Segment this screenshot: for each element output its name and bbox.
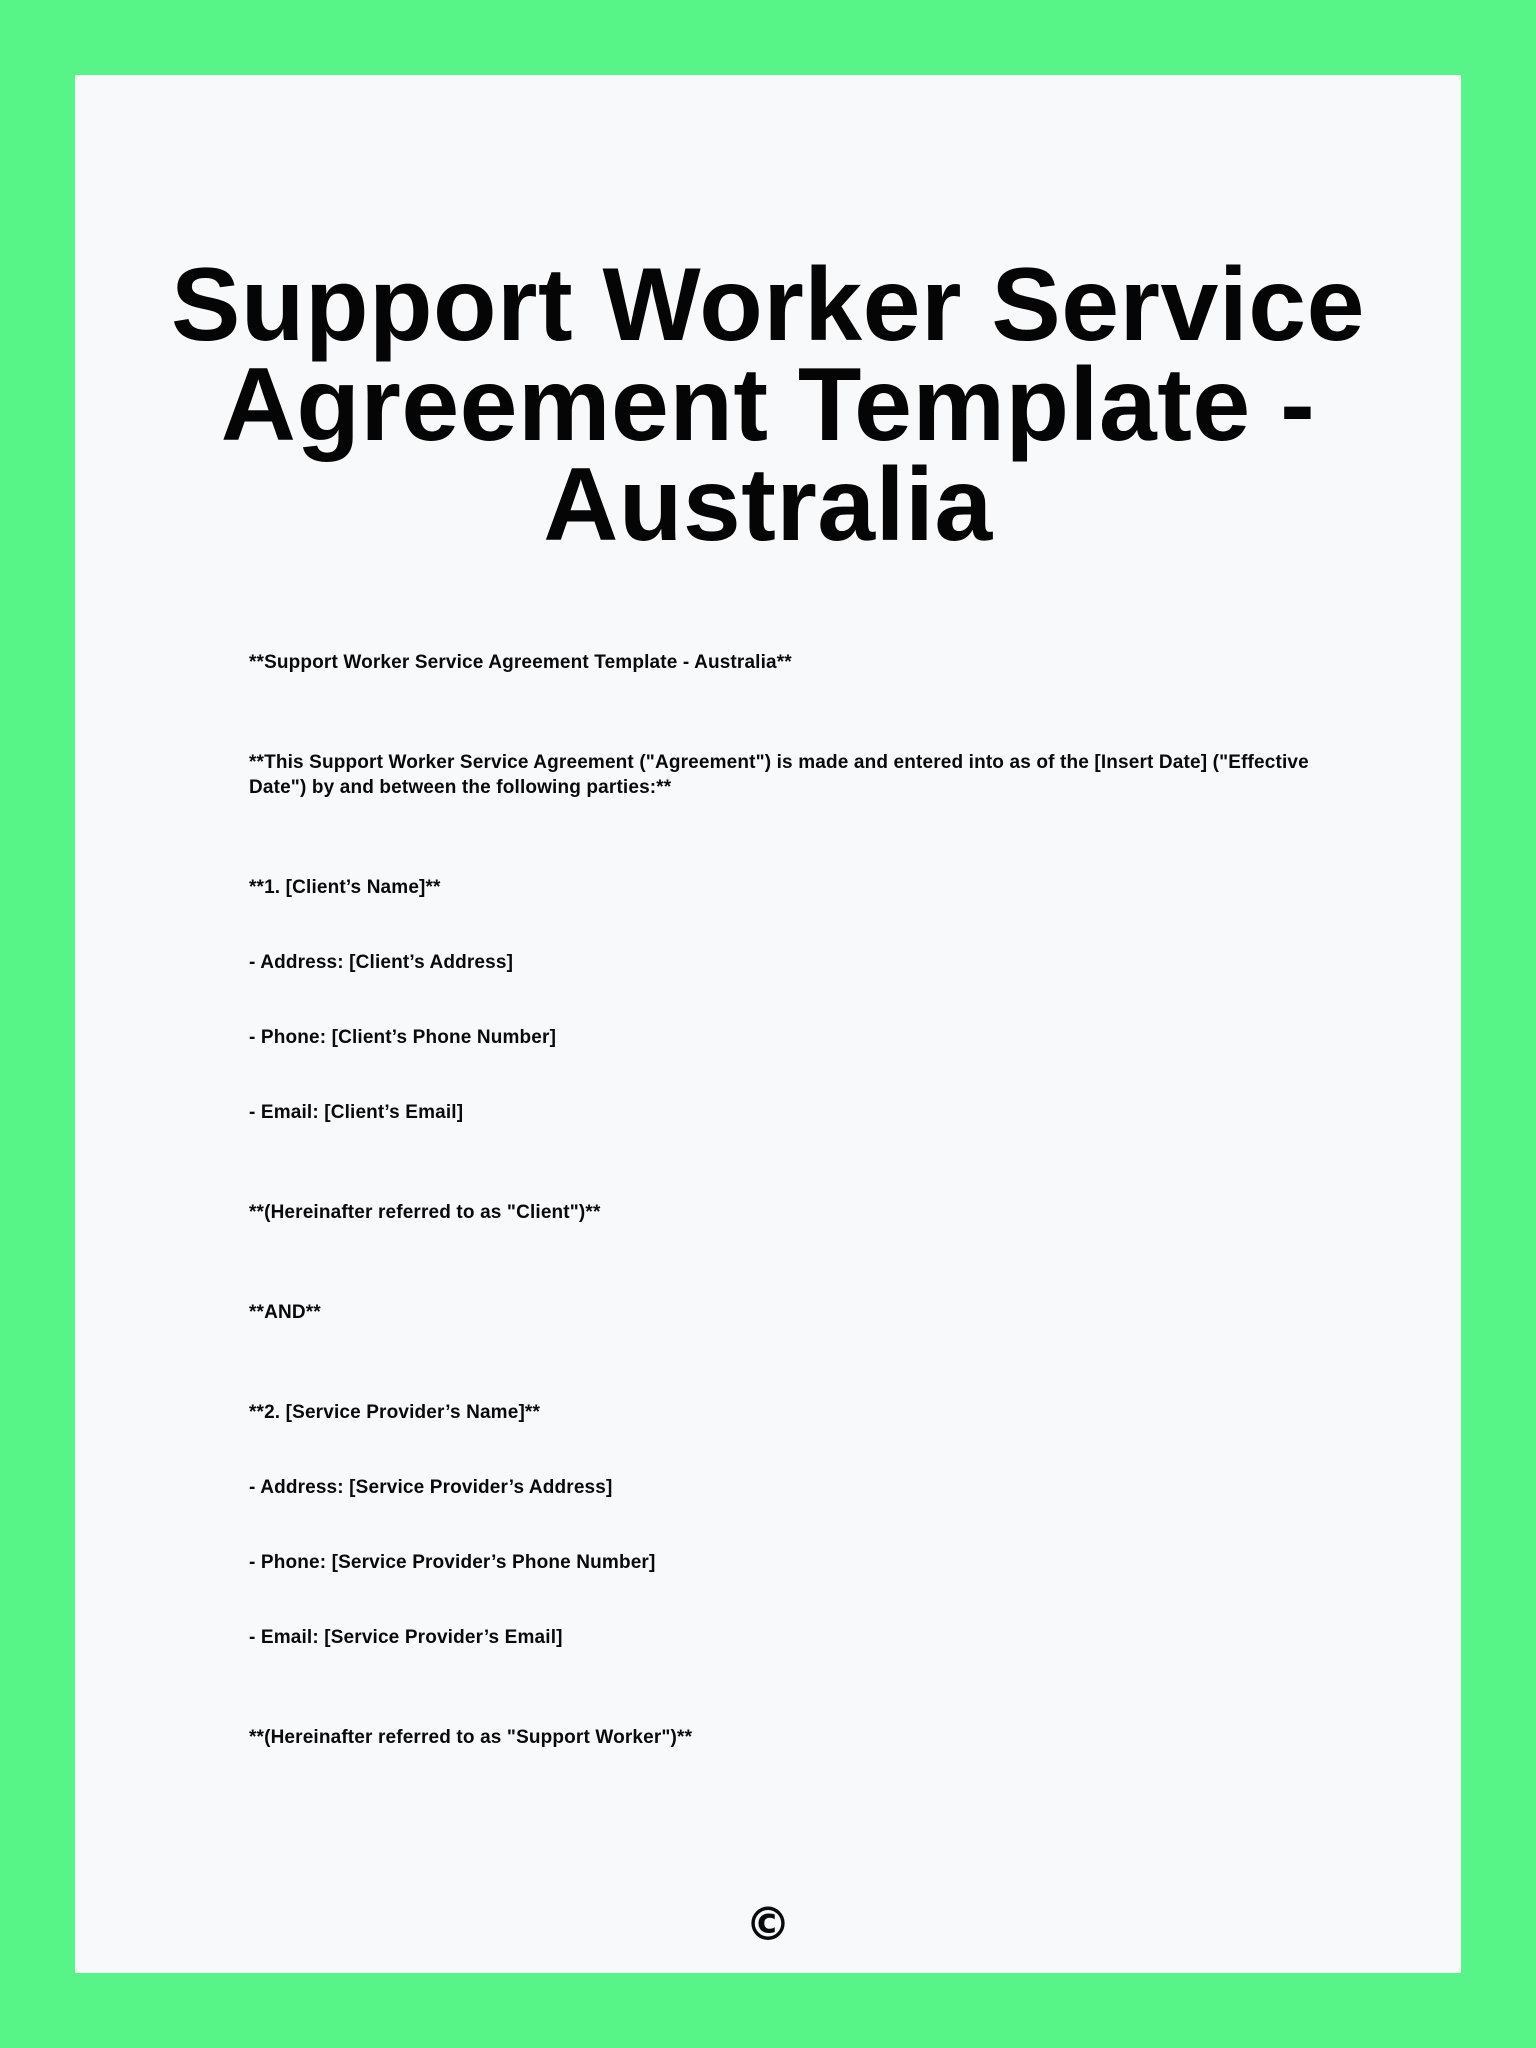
client-referred: **(Hereinafter referred to as "Client")** (249, 1202, 601, 1223)
client-heading: **1. [Client’s Name]** (249, 877, 441, 898)
provider-address: - Address: [Service Provider’s Address] (249, 1477, 613, 1498)
copyright-icon: © (745, 1897, 791, 1951)
client-email: - Email: [Client’s Email] (249, 1102, 464, 1123)
document-page (75, 75, 1461, 1973)
provider-email: - Email: [Service Provider’s Email] (249, 1627, 563, 1648)
intro-paragraph: **This Support Worker Service Agreement ("Agreement") is made and entered into as of the [Insert Date] ("Effective Date") by and between the following parties:** (249, 752, 1309, 798)
provider-heading: **2. [Service Provider’s Name]** (249, 1402, 541, 1423)
client-address: - Address: [Client’s Address] (249, 952, 514, 973)
provider-referred: **(Hereinafter referred to as "Support Worker")** (249, 1727, 693, 1748)
heading-line: **Support Worker Service Agreement Template - Australia** (249, 652, 792, 673)
client-phone: - Phone: [Client’s Phone Number] (249, 1027, 557, 1048)
document-title: Support Worker Service Agreement Template - Australia (171, 247, 1365, 563)
provider-phone: - Phone: [Service Provider’s Phone Number] (249, 1552, 656, 1573)
and-line: **AND** (249, 1302, 321, 1323)
